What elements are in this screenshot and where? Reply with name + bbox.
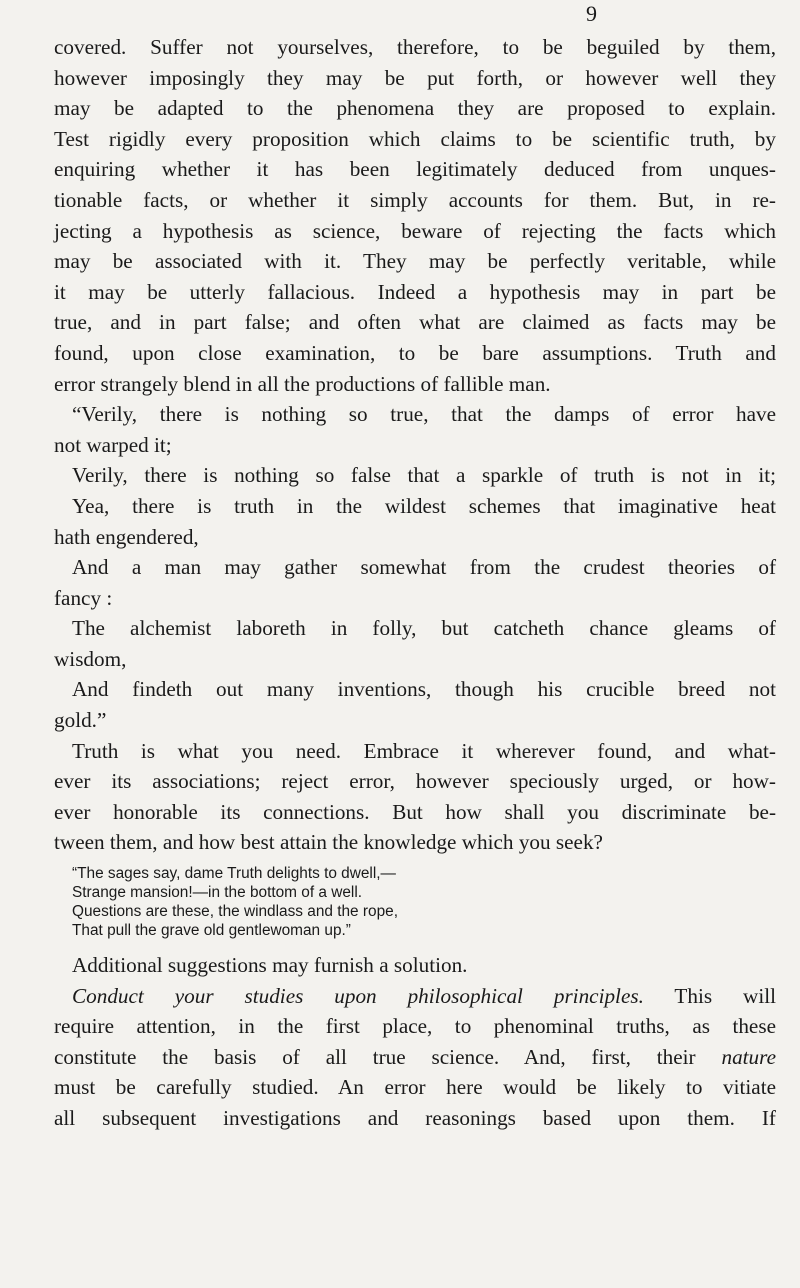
text-line: found, upon close examination, to be bare assumptions. Truth and <box>54 340 776 365</box>
text-line: require attention, in the first place, to phenominal truths, as these <box>54 1014 776 1039</box>
poem-line: The alchemist laboreth in folly, but catcheth chance gleams of <box>72 616 776 641</box>
text-line: jecting a hypothesis as science, beware of rejecting the facts which <box>54 218 776 243</box>
paragraph-1 <box>54 32 776 399</box>
text-line: may be adapted to the phenomena they are proposed to explain. <box>54 96 776 121</box>
body-text <box>54 32 776 1134</box>
poem-line: And findeth out many inventions, though his crucible breed not <box>72 677 776 702</box>
text-line: ever honorable its connections. But how shall you discriminate be- <box>54 799 776 824</box>
text-line: it may be utterly fallacious. Indeed a hypothesis may in part be <box>54 279 776 304</box>
italic-heading: Conduct your studies upon philosophical principles. <box>72 983 644 1008</box>
poem-line: not warped it; <box>54 432 172 457</box>
text-line: all subsequent investigations and reasonings based upon them. If <box>54 1106 776 1130</box>
poem-line: And a man may gather somewhat from the crudest theories of <box>72 555 776 580</box>
text-line: enquiring whether it has been legitimately deduced from unques- <box>54 157 776 182</box>
text-line: must be carefully studied. An error here would be likely to vitiate <box>54 1075 776 1100</box>
text-fragment: This will <box>643 983 776 1008</box>
text-line <box>54 1042 776 1073</box>
text-line: however imposingly they may be put forth, or however well they <box>54 65 776 90</box>
italic-word: nature <box>721 1044 776 1069</box>
text-line <box>54 981 776 1012</box>
text-line: Test rigidly every proposition which claims to be scientific truth, by <box>54 126 776 151</box>
text-line: ever its associations; reject error, however speciously urged, or how- <box>54 769 776 794</box>
verse-line: Strange mansion!—in the bottom of a well. <box>72 884 363 902</box>
verse-line: “The sages say, dame Truth delights to dwell,— <box>72 865 396 883</box>
poem-line: gold.” <box>54 708 107 733</box>
text-line: error strangely blend in all the productions of fallible man. <box>54 371 551 396</box>
poem-line: Verily, there is nothing so false that a sparkle of truth is not in it; <box>72 463 776 488</box>
poem-line: wisdom, <box>54 646 127 671</box>
verse-line: That pull the grave old gentlewoman up.” <box>72 922 351 940</box>
paragraph-3 <box>54 950 776 1134</box>
poem-line: hath engendered, <box>54 524 199 549</box>
text-line: Truth is what you need. Embrace it wherever found, and what- <box>72 738 776 763</box>
text-line: true, and in part false; and often what are claimed as facts may be <box>54 310 776 335</box>
verse-quotation <box>54 864 776 940</box>
text-fragment: constitute the basis of all true science. And, first, their <box>54 1044 722 1069</box>
text-line: tionable facts, or whether it simply accounts for them. But, in re- <box>54 187 776 212</box>
page-number: 9 <box>586 1 597 26</box>
verse-line: Questions are these, the windlass and the rope, <box>72 903 398 921</box>
text-line: may be associated with it. They may be perfectly veritable, while <box>54 249 776 274</box>
paragraph-2 <box>54 736 776 858</box>
poem-line: Yea, there is truth in the wildest schemes that imaginative heat <box>72 493 776 518</box>
text-line: tween them, and how best attain the knowledge which you seek? <box>54 830 603 855</box>
poem-quotation <box>54 399 776 736</box>
poem-line: “Verily, there is nothing so true, that the damps of error have <box>72 402 776 427</box>
text-line: covered. Suffer not yourselves, therefore, to be beguiled by them, <box>54 35 776 59</box>
text-line: Additional suggestions may furnish a solution. <box>72 953 468 978</box>
poem-line: fancy : <box>54 585 113 610</box>
